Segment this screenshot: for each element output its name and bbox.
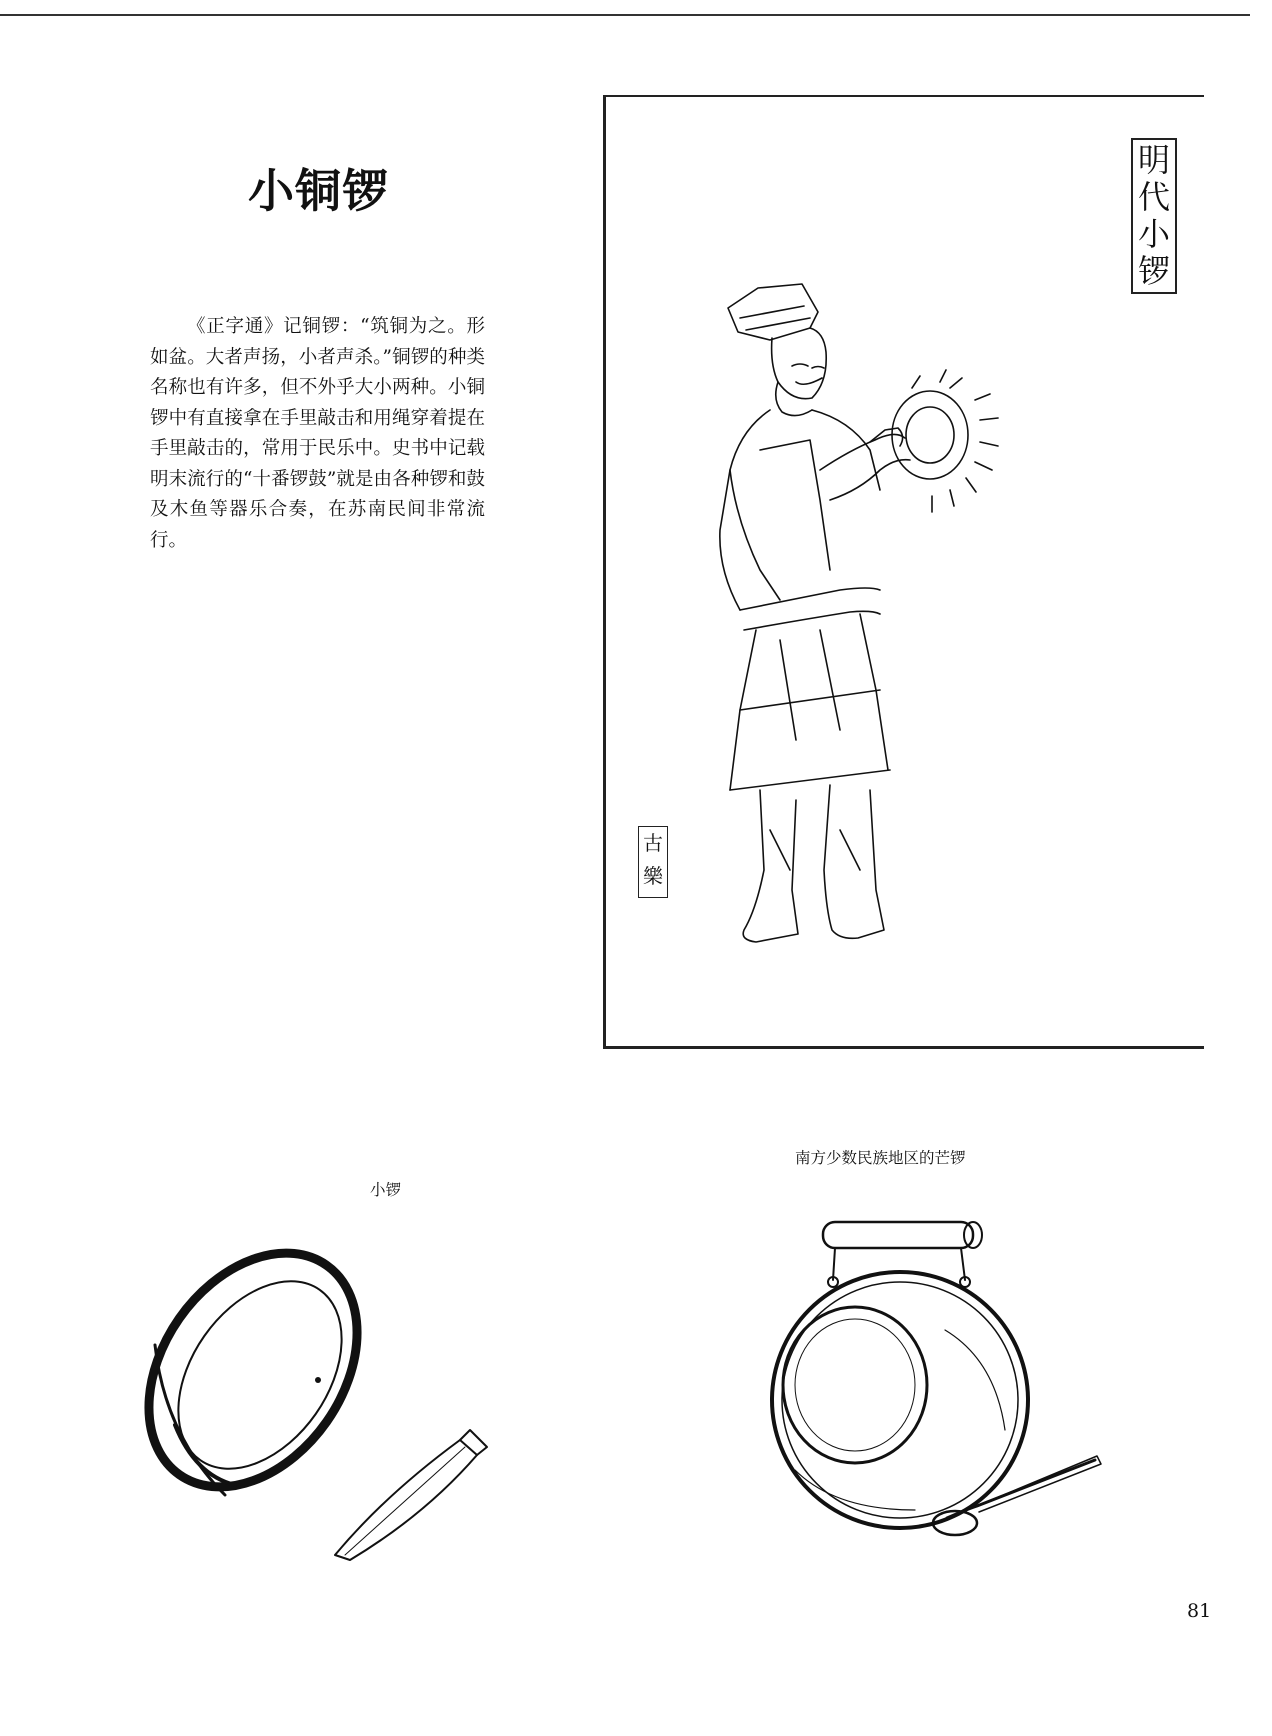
vertical-label-char: 锣 (1137, 252, 1170, 290)
vertical-label-char: 明 (1137, 141, 1170, 179)
musician-illustration (700, 270, 1070, 1000)
small-gong-drawing (135, 1225, 505, 1565)
vertical-label (1131, 138, 1177, 294)
seal-stamp (638, 826, 668, 898)
top-rule (0, 14, 1250, 16)
page-number: 81 (1187, 1600, 1212, 1622)
small-gong-caption: 小锣 (370, 1181, 402, 1199)
vertical-label-char: 小 (1137, 215, 1170, 253)
seal-char: 樂 (643, 864, 663, 888)
page-title: 小铜锣 (248, 164, 389, 218)
mang-gong-drawing (715, 1210, 1125, 1550)
mang-gong-caption: 南方少数民族地区的芒锣 (795, 1149, 966, 1167)
seal-char: 古 (643, 831, 663, 855)
body-paragraph: 《正字通》记铜锣：“筑铜为之。形如盆。大者声扬，小者声杀。”铜锣的种类名称也有许多，但不外乎大小两种。小铜锣中有直接拿在手里敲击和用绳穿着提在手里敲击的，常用于民乐中。史书中记载明末流行的“十番锣鼓”就是由各种锣和鼓及木鱼等器乐合奏，在苏南民间非常流行。 (150, 316, 485, 551)
vertical-label-char: 代 (1137, 178, 1170, 216)
body-text (150, 312, 485, 556)
